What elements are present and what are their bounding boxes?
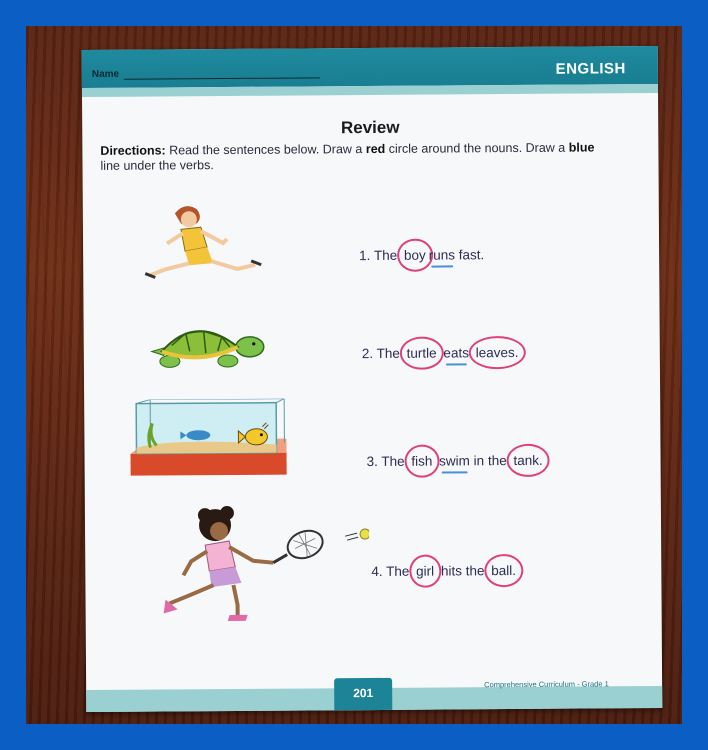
- page-title: Review: [340, 117, 400, 138]
- sentence-3-noun2-circled: tank.: [510, 453, 545, 468]
- name-line: [124, 77, 320, 79]
- turtle-illustration: [146, 317, 270, 378]
- sentence-3-noun-circled: fish: [408, 454, 435, 469]
- sentence-2-verb-underlined: eats: [443, 345, 469, 361]
- sentence-4-noun2-circled: ball.: [488, 563, 519, 578]
- sentence-2-number: 2.: [361, 345, 374, 362]
- sentence-3: [367, 453, 546, 469]
- sentence-1-rest: fast.: [454, 247, 485, 263]
- sentence-3-mid: in the: [469, 453, 511, 469]
- sentence-1: [359, 247, 484, 263]
- name-label: Name: [91, 68, 120, 80]
- sentence-2: [362, 345, 522, 361]
- running-boy-illustration: [141, 199, 272, 284]
- sentence-4-number: 4.: [371, 563, 383, 580]
- header-bar: [82, 46, 658, 88]
- sentence-3-verb-underlined: swim: [439, 453, 470, 469]
- sentence-1-pre: The: [373, 247, 401, 263]
- sentence-4: [371, 563, 519, 579]
- sentence-2-noun2-circled: leaves.: [473, 345, 522, 360]
- directions-red-word: red: [365, 141, 386, 157]
- photo-background: [26, 26, 682, 724]
- directions-lead: Directions:: [100, 143, 166, 158]
- directions-text: [100, 140, 600, 173]
- sentence-3-number: 3.: [366, 453, 378, 470]
- sentence-2-noun-circled: turtle: [404, 346, 440, 361]
- sentence-4-pre: The: [386, 563, 414, 579]
- sentence-2-pre: The: [376, 345, 404, 361]
- sentence-1-verb-underlined: runs: [428, 247, 456, 263]
- subject-label: ENGLISH: [555, 60, 626, 78]
- directions-part2: circle around the nouns. Draw a: [385, 140, 569, 156]
- directions-blue-word: blue: [568, 140, 595, 155]
- sentence-4-verb: hits: [440, 563, 462, 579]
- sentence-3-pre: The: [381, 453, 409, 469]
- page-number: 201: [353, 685, 374, 701]
- sentence-1-number: 1.: [359, 248, 371, 264]
- sentence-4-mid: the: [461, 563, 489, 579]
- footer-curriculum-text: Comprehensive Curriculum - Grade 1: [484, 679, 609, 690]
- page-number-tab: [334, 678, 392, 710]
- sentence-4-noun-circled: girl: [413, 564, 437, 579]
- sentence-1-noun-circled: boy: [401, 248, 429, 263]
- directions-part3: line under the verbs.: [100, 158, 214, 173]
- worksheet-page: [82, 46, 663, 712]
- directions-part1: Read the sentences below. Draw a: [165, 142, 366, 158]
- girl-tennis-illustration: [129, 500, 370, 626]
- fish-tank-illustration: [128, 399, 289, 482]
